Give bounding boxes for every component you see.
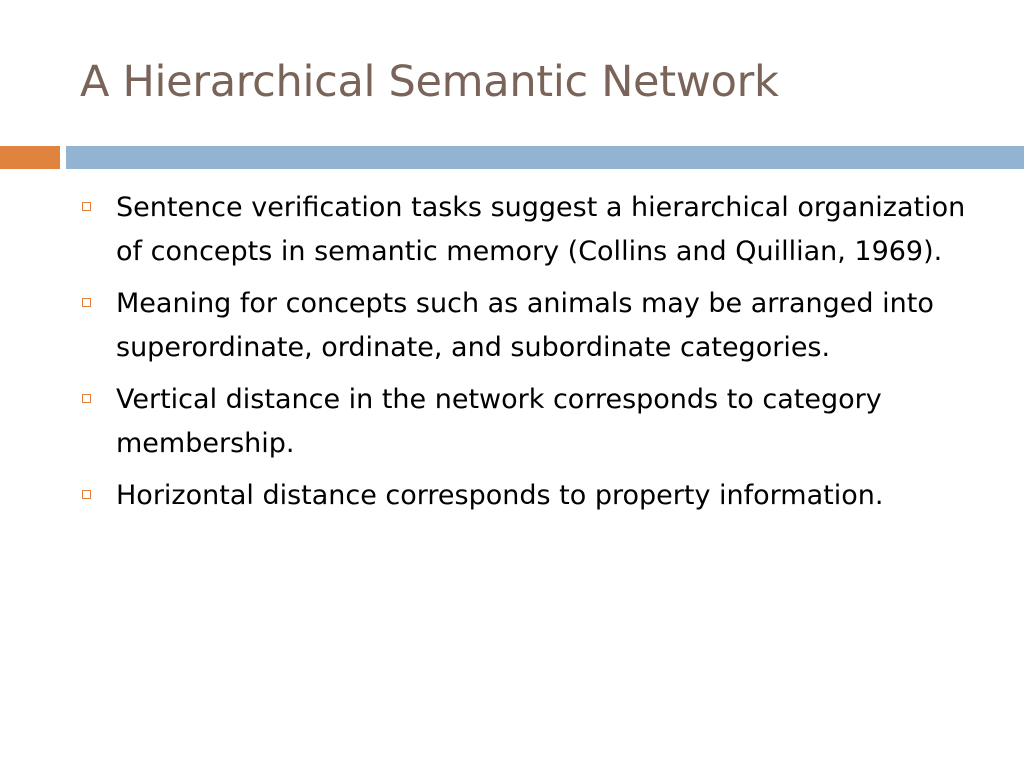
header-rule	[66, 146, 1024, 169]
bullet-text: Vertical distance in the network corresponds to category membership.	[116, 384, 882, 459]
bullet-item	[78, 378, 968, 466]
bullet-text: Sentence verification tasks suggest a hierarchical organization of concepts in semantic memory (Collins and Quillian, 1969).	[116, 192, 966, 267]
bullet-item	[78, 186, 968, 274]
hollow-square-icon	[82, 394, 91, 403]
bullet-text: Meaning for concepts such as animals may be arranged into superordinate, ordinate, and subordinate categories.	[116, 288, 934, 363]
hollow-square-icon	[82, 298, 91, 307]
bullet-item	[78, 282, 968, 370]
hollow-square-icon	[82, 490, 91, 499]
hollow-square-icon	[82, 202, 91, 211]
accent-bar	[0, 146, 60, 169]
slide-title: A Hierarchical Semantic Network	[80, 57, 779, 107]
bullet-list	[78, 186, 968, 526]
bullet-text: Horizontal distance corresponds to property information.	[116, 480, 884, 511]
bullet-item	[78, 474, 968, 518]
